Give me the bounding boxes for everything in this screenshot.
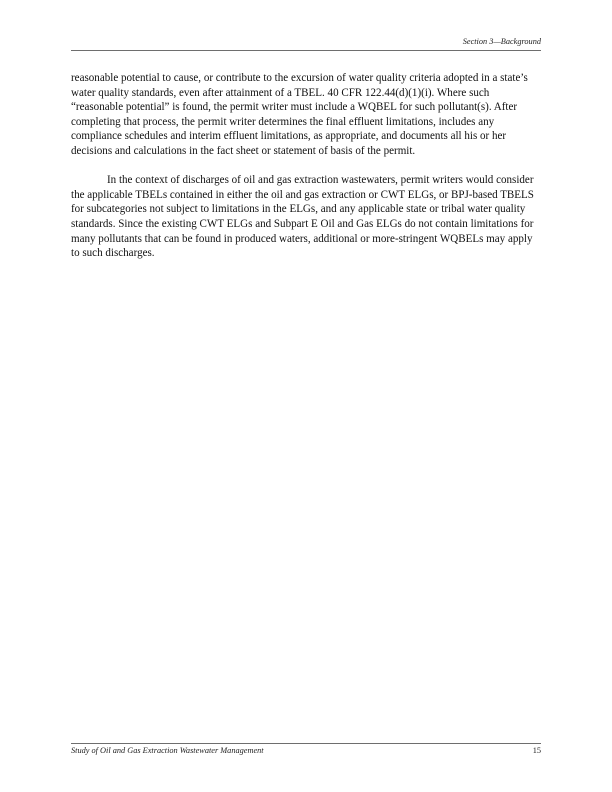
document-title: Study of Oil and Gas Extraction Wastewater Management bbox=[71, 746, 264, 755]
body-text bbox=[71, 71, 543, 275]
paragraph-continued: reasonable potential to cause, or contribute to the excursion of water quality criteria adopted in a state’s water quality standards, even after attainment of a TBEL. 40 CFR 122.44(d)(1)(i). Where such “reasonable potential” is found, the permit writer must include a WQBEL for such pollutant(s). After completing that process, the permit writer determines the final effluent limitations, includes any compliance schedules and interim effluent limitations, as appropriate, and documents all his or her decisions and calculations in the fact sheet or statement of basis of the permit. bbox=[71, 72, 528, 157]
section-title: Section 3—Background bbox=[462, 37, 541, 46]
page-header bbox=[71, 36, 541, 51]
page-footer bbox=[71, 743, 541, 757]
paragraph-discharges: In the context of discharges of oil and gas extraction wastewaters, permit writers would consider the applicable TBELs contained in either the oil and gas extraction or CWT ELGs, or BPJ-based TBELS for subcategories not subject to limitations in the ELGs, and any applicable state or tribal water quality standards. Since the existing CWT ELGs and Subpart E Oil and Gas ELGs do not contain limitations for many pollutants that can be found in produced waters, additional or more-stringent WQBELs may apply to such discharges. bbox=[71, 174, 534, 260]
page-number: 15 bbox=[532, 746, 541, 755]
